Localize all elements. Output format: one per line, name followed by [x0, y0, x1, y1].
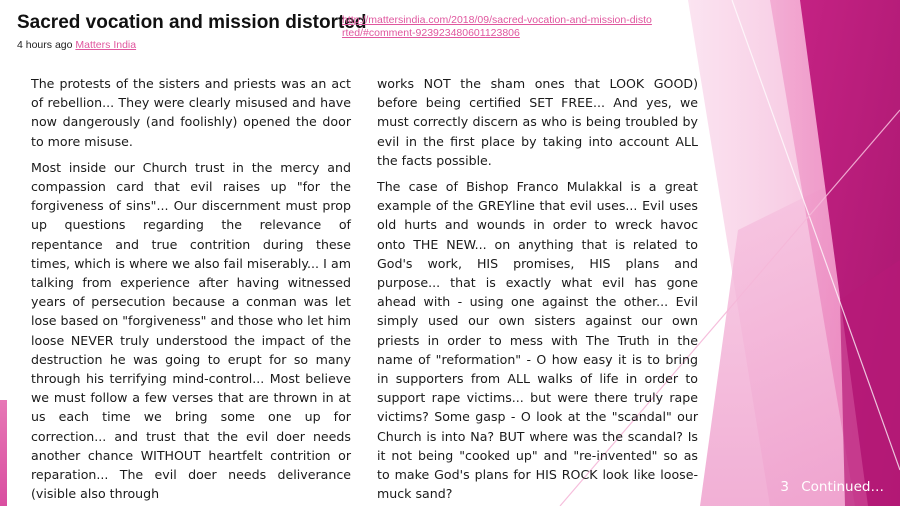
paragraph: The protests of the sisters and priests was an act of rebellion... They were clearly misused and have now dangerously (and foolishly) opened the door to more misuse. [31, 76, 351, 149]
paragraph: The case of Bishop Franco Mulakkal is a great example of the GREYline that evil uses... Evil uses old hurts and wounds in order to wreck havoc onto THE NEW... on anything that is related to God's work, HIS promises, HIS plans and purpose... that is exactly what evil has gone ahead with - using one against the other... Evil simply used our own sisters against our own priests in order to mess with The Truth in the name of "reformation" - O how easy it is to bring in supporters from ALL walks of life in order to support rape victims... but were there truly rape victims? Some gasp - O look at the "scandal" our Church is into Na? BUT where was the scandal? Is it not being "cooked up" and "re-invented" so as to make God's plans for HIS ROCK look like loose-muck sand? [377, 179, 698, 502]
left-accent-bar [0, 400, 7, 506]
text-column-left [31, 74, 351, 506]
post-meta [17, 39, 136, 51]
magenta-wedge [840, 260, 900, 506]
slide-footer [780, 479, 884, 495]
paragraph: works NOT the sham ones that LOOK GOOD) before being certified SET FREE... And yes, we must correctly discern as who is being troubled by evil in the first place by taking into account ALL the facts possible. [377, 76, 698, 168]
post-title: Sacred vocation and mission distorted [17, 12, 367, 33]
page-number: 3 [780, 479, 789, 495]
source-link[interactable]: Matters India [75, 39, 137, 51]
comment-url [342, 14, 652, 40]
post-time: 4 hours ago [17, 39, 73, 51]
paragraph: Most inside our Church trust in the mercy and compassion card that evil raises up "for the forgiveness of sins"... Our discernment must prop up questions regarding the relevance of repentance and true contrition during these times, which is where we also fail miserably... I am talking from experience after having witnessed years of persecution because a conman was let lose based on "forgiveness" and those who let him loose NEVER truly understood the impact of the destruction he was going to erupt for so many through his terrifying mind-control... Most believe we must follow a few verses that are thrown in at us each time we bring some one up for correction... and trust that the evil doer needs another chance WITHOUT heartfelt contrition or reparation... The evil doer needs deliverance (visible also through [31, 159, 352, 502]
comment-url-link[interactable]: http://mattersindia.com/2018/09/sacred-vocation-and-mission-distorted/#comment-923923480601123806 [342, 14, 652, 39]
continued-label: Continued… [801, 479, 884, 495]
text-column-right [377, 74, 698, 506]
